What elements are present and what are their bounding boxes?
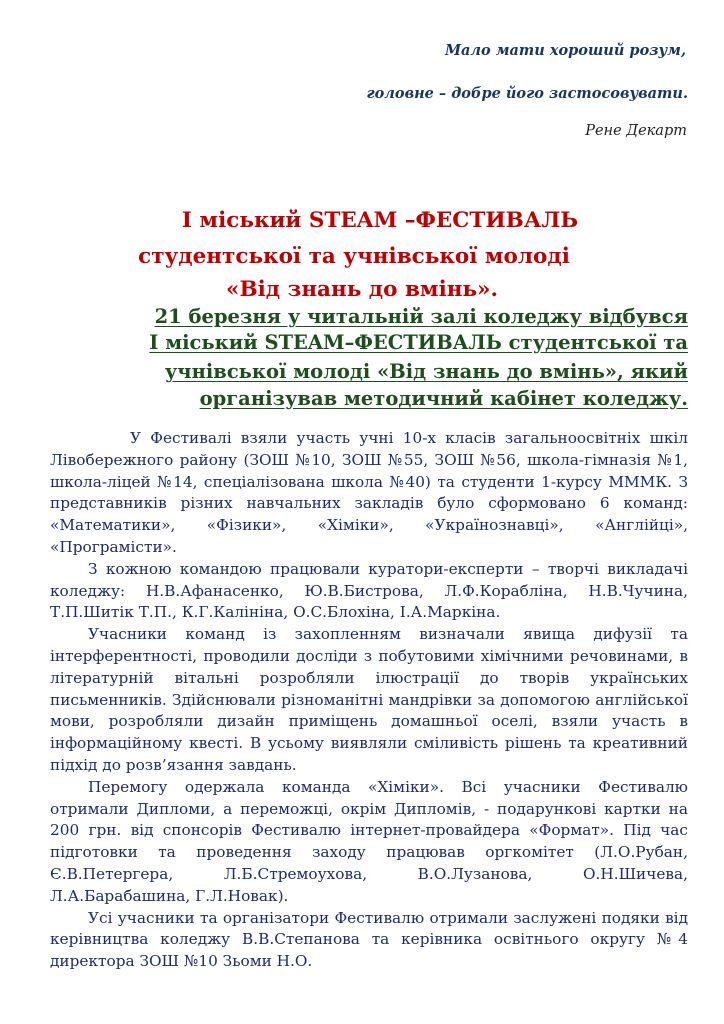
subtitle-line-2: І міський STEAM–ФЕСТИВАЛЬ студентської та <box>149 331 688 354</box>
paragraph-1: У Фестивалі взяли участь учні 10-х класів загальноосвітніх шкіл Лівобережного району (ЗОШ №10, ЗОШ №55, ЗОШ №56, школа-гімназія №1, школа-ліцей №14, спеціалізована школа №40) та студенти 1-курсу МММК. З представників різних навчальних закладів було сформовано 6 команд: «Математики», «Фізики», «Хіміки», «Українознавці», «Англійці», «Програмісти». <box>50 429 688 556</box>
epigraph-line-1: Мало мати хороший розум, <box>444 42 686 59</box>
title-line-3: «Від знань до вмінь». <box>226 277 498 302</box>
paragraph-4: Перемогу одержала команда «Хіміки». Всі учасники Фестивалю отримали Дипломи, а переможці, окрім Дипломів, - подарункові картки на 200 грн. від спонсорів Фестивалю інтернет-провайдера «Формат». Під час підготовки та проведення заходу працював оргкомітет (Л.О.Рубан, Є.В.Петергера, Л.Б.Стремоухова, В.О.Лузанова, О.Н.Шичева, Л.А.Барабашина, Г.Л.Новак). <box>50 777 688 905</box>
subtitle-line-4: організував методичний кабінет коледжу. <box>199 387 688 410</box>
epigraph-author: Рене Декарт <box>585 123 687 139</box>
paragraph-3: Учасники команд із захопленням визначали явища дифузії та інтерферентності, проводили досліди з побутовими хімічними речовинами, в літературній вітальні розробляли ілюстрації до творів українських письменників. Здійснювали різноманітні мандрівки за допомогою англійської мови, розробляли дизайн приміщень домашньої оселі, взяли участь в інформаційному квесті. В усьому виявляли сміливість рішень та креативний підхід до розв’язання завдань. <box>50 625 688 774</box>
title-line-2: студентської та учнівської молоді <box>138 244 570 269</box>
epigraph-line-2: головне – добре його застосовувати. <box>366 85 688 102</box>
paragraph-2: З кожною командою працювали куратори-експерти – творчі викладачі коледжу: Н.В.Афанасенко, Ю.В.Бистрова, Л.Ф.Корабліна, Н.В.Чучина, Т.П.Шитік Т.П., К.Г.Калініна, О.С.Блохіна, І.А.Маркіна. <box>50 559 688 622</box>
subtitle-line-1: 21 березня у читальній залі коледжу відбувся <box>154 305 688 328</box>
article-body <box>50 428 688 973</box>
paragraph-5: Усі учасники та організатори Фестивалю отримали заслужені подяки від керівництва коледжу В.В.Степанова та керівника освітнього округу №4 директора ЗОШ №10 Зьоми Н.О. <box>50 908 688 971</box>
subtitle-line-3: учнівської молоді «Від знань до вмінь», який <box>164 360 688 383</box>
title-line-1: І міський STEAM –ФЕСТИВАЛЬ <box>181 208 579 233</box>
